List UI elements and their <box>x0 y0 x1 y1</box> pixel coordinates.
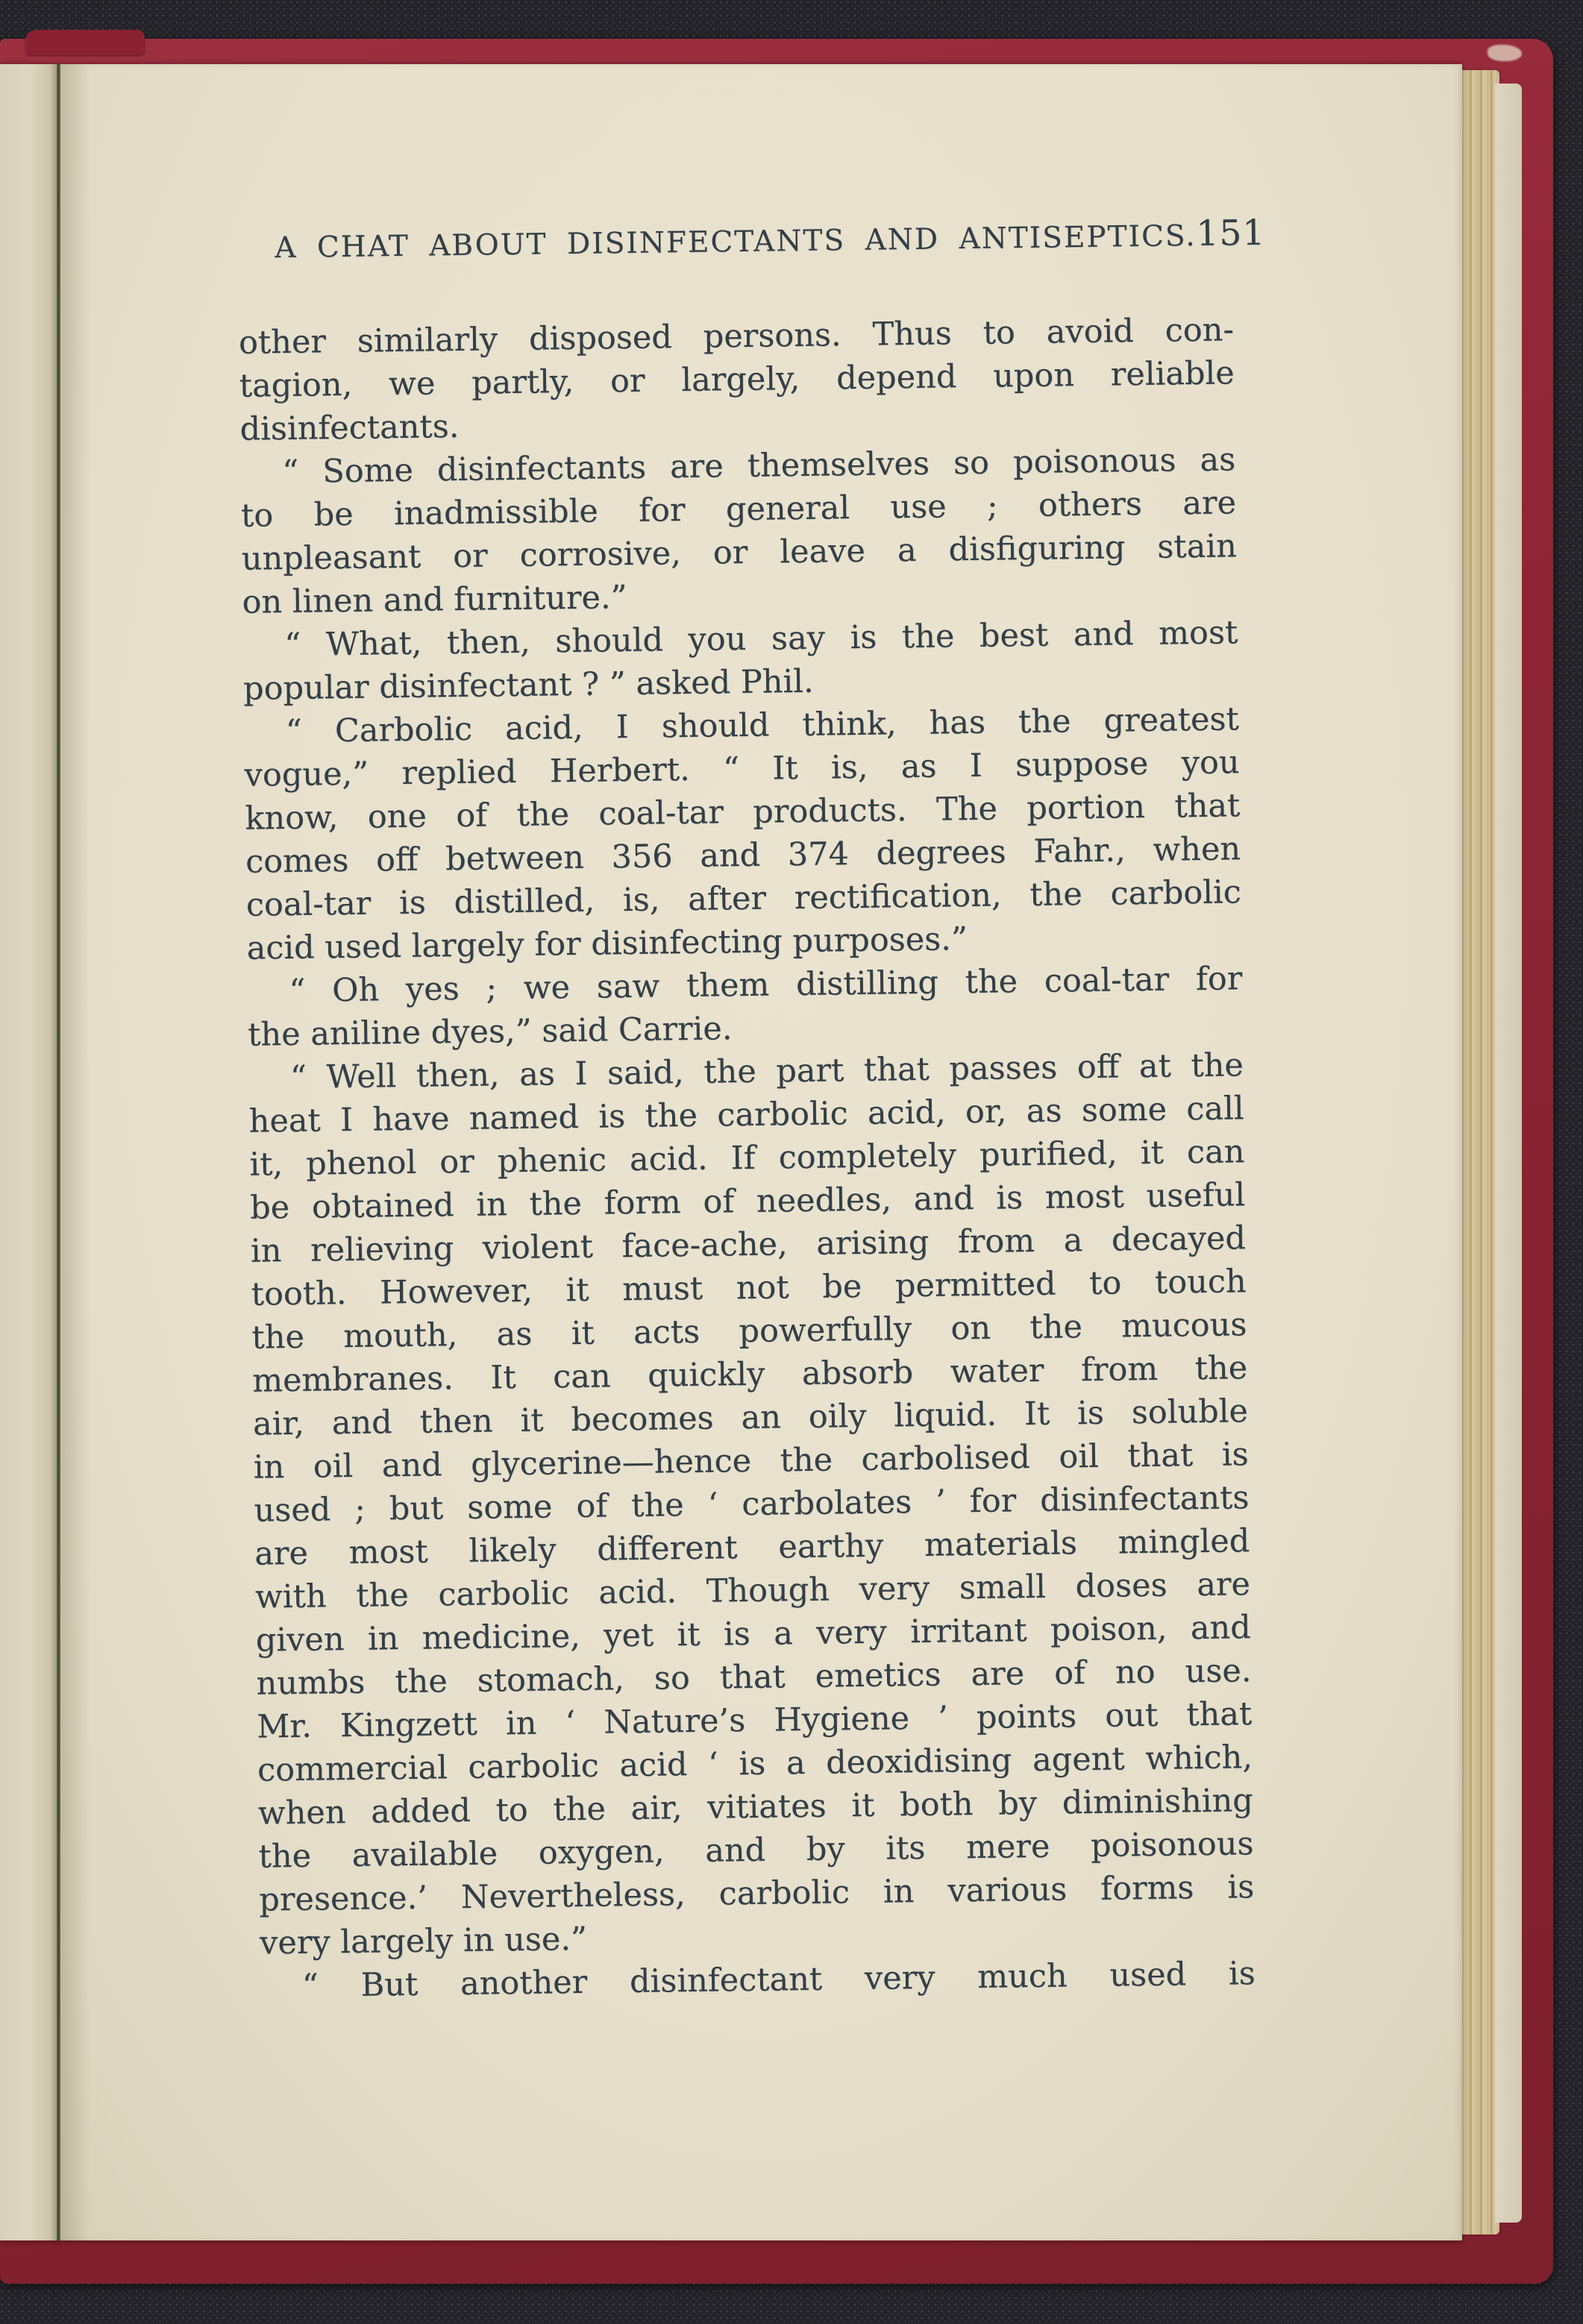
text-line: on linen and furniture.” <box>242 579 627 621</box>
text-line: in relieving violent face-ache, arising from a decayed <box>250 1219 1247 1270</box>
text-line: in oil and glycerine—hence the carbolised oil that is <box>253 1436 1249 1486</box>
gutter-facing-leaf <box>0 64 58 2240</box>
text-line: be obtained in the form of needles, and is most useful <box>249 1176 1246 1227</box>
text-line: acid used largely for disinfecting purposes.” <box>246 920 968 967</box>
text-line: given in medicine, yet it is a very irritant poison, and <box>255 1609 1252 1659</box>
gutter-shadow <box>60 64 90 2240</box>
text-line: very largely in use.” <box>259 1920 588 1962</box>
text-line: “ Well then, as I said, the part that passes off at the <box>289 1046 1244 1096</box>
text-line: popular disinfectant ? ” asked Phil. <box>242 662 814 708</box>
book-page <box>0 64 1462 2240</box>
cover-scuff-mark <box>1488 45 1522 61</box>
text-line: to be inadmissible for general use ; others are <box>240 484 1237 535</box>
book-cover-headcap <box>25 30 145 55</box>
text-line: disinfectants. <box>239 407 460 448</box>
text-line: it, phenol or phenic acid. If completely purified, it can <box>249 1133 1245 1184</box>
text-line: the aniline dyes,” said Carrie. <box>247 1010 733 1054</box>
running-header <box>237 212 1266 274</box>
text-line: the available oxygen, and by its mere poisonous <box>258 1825 1254 1876</box>
text-line: air, and then it becomes an oily liquid. It is soluble <box>252 1392 1249 1443</box>
text-line: “ But another disinfectant very much used is <box>301 1955 1256 2005</box>
text-line: membranes. It can quickly absorb water from the <box>251 1349 1248 1400</box>
text-line: other similarly disposed persons. Thus to avoid con- <box>238 311 1235 362</box>
text-line: “ Some disinfectants are themselves so poisonous as <box>281 441 1236 492</box>
printed-text-block <box>237 212 1266 2008</box>
text-line: vogue,” replied Herbert. “ It is, as I suppose you <box>244 744 1240 794</box>
text-line: are most likely different earthy materials mingled <box>254 1522 1250 1573</box>
text-line: with the carbolic acid. Though very small doses are <box>254 1565 1251 1616</box>
text-line: when added to the air, vitiates it both by diminishing <box>257 1782 1254 1832</box>
text-line: know, one of the coal-tar products. The portion that <box>245 787 1241 838</box>
text-line: tooth. However, it must not be permitted to touch <box>251 1263 1247 1313</box>
text-line: “ What, then, should you say is the best and most <box>284 614 1238 665</box>
body-text <box>239 308 1256 2008</box>
text-line: comes off between 356 and 374 degrees Fahr., when <box>245 830 1241 881</box>
text-line: used ; but some of the ‘ carbolates ’ for disinfectants <box>254 1479 1250 1530</box>
text-line: “ Oh yes ; we saw them distilling the coal-tar for <box>289 960 1243 1010</box>
underlying-leaf-edge <box>1495 84 1522 2223</box>
chapter-running-title: A CHAT ABOUT DISINFECTANTS AND ANTISEPTICS. <box>275 219 1197 266</box>
text-line: “ Carbolic acid, I should think, has the greatest <box>285 700 1240 751</box>
text-line: numbs the stomach, so that emetics are of no use. <box>256 1652 1252 1703</box>
text-line: heat I have named is the carbolic acid, or, as some call <box>248 1090 1244 1140</box>
text-line: Mr. Kingzett in ‘ Nature’s Hygiene ’ points out that <box>257 1695 1253 1746</box>
text-line: coal-tar is distilled, is, after rectification, the carbolic <box>245 873 1242 924</box>
page-number: 151 <box>1196 212 1266 254</box>
text-line: tagion, we partly, or largely, depend upon reliable <box>239 354 1235 405</box>
text-line: presence.’ Nevertheless, carbolic in various forms is <box>259 1868 1255 1919</box>
text-line: commercial carbolic acid ‘ is a deoxidising agent which, <box>257 1739 1253 1789</box>
text-line: the mouth, as it acts powerfully on the mucous <box>251 1306 1247 1357</box>
text-line: unpleasant or corrosive, or leave a disfiguring stain <box>241 527 1238 578</box>
